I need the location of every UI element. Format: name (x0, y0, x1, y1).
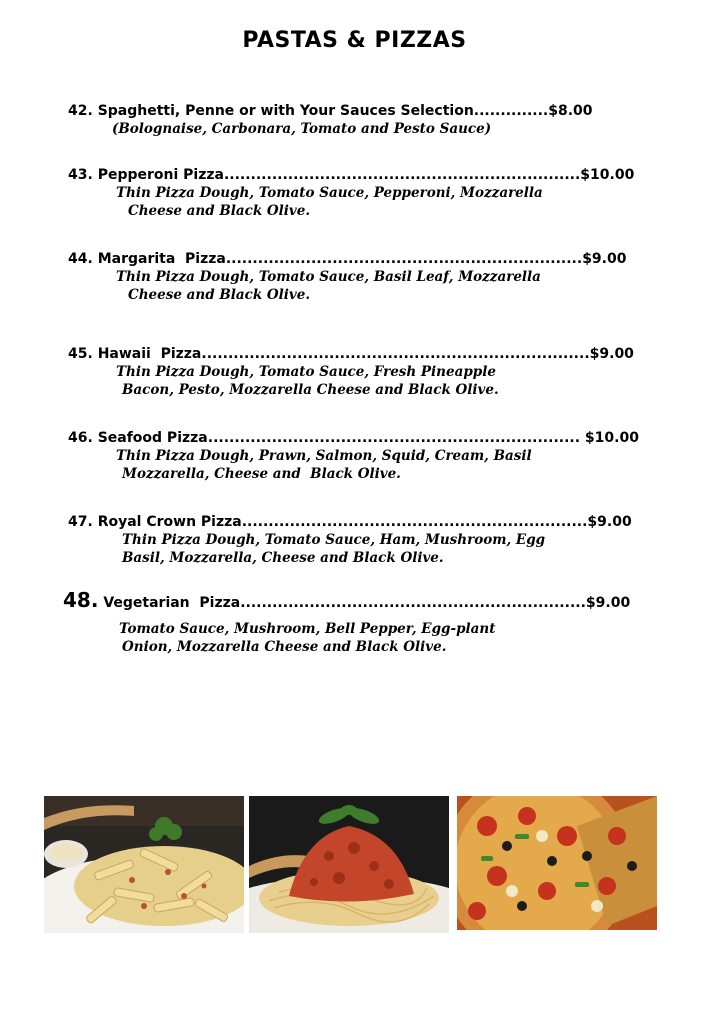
item-price: $9.00 (582, 251, 627, 267)
penne-pasta-photo (44, 796, 244, 933)
item-price: $9.00 (587, 514, 632, 530)
item-leader: ................................................................... (225, 251, 583, 267)
item-leader: .............. (473, 103, 549, 119)
item-name: Pepperoni Pizza (97, 167, 224, 183)
menu-item-heading (68, 250, 626, 268)
item-price: $9.00 (589, 346, 634, 362)
item-description-line: Cheese and Black Olive. (128, 287, 311, 303)
item-leader: ................................................................. (240, 595, 586, 611)
item-name: Margarita Pizza (97, 251, 226, 267)
menu-item-48 (63, 589, 630, 656)
item-description-line: Thin Pizza Dough, Tomato Sauce, Fresh Pineapple (116, 364, 496, 380)
menu-item-44 (68, 250, 626, 304)
item-leader: ......................................................................... (201, 346, 590, 362)
item-description-line: Thin Pizza Dough, Tomato Sauce, Ham, Mushroom, Egg (122, 532, 546, 548)
item-number: 42. (68, 103, 93, 119)
item-name: Vegetarian Pizza (103, 595, 241, 611)
menu-item-43 (68, 166, 634, 220)
item-price: $9.00 (585, 595, 631, 611)
item-name: Hawaii Pizza (97, 346, 202, 362)
page-title: PASTAS & PIZZAS (242, 28, 467, 53)
menu-item-heading (68, 429, 639, 447)
item-number: 44. (68, 251, 93, 267)
menu-item-45 (68, 345, 634, 399)
item-description-line: Basil, Mozzarella, Cheese and Black Olive. (122, 550, 444, 566)
item-price: $10.00 (580, 167, 635, 183)
item-number: 46. (68, 430, 93, 446)
menu-item-heading (68, 102, 593, 120)
menu-item-47 (68, 513, 632, 567)
item-description-line: Thin Pizza Dough, Tomato Sauce, Pepperoni, Mozzarella (116, 185, 543, 201)
item-number: 45. (68, 346, 93, 362)
menu-item-heading (63, 589, 630, 614)
item-name: Royal Crown Pizza (97, 514, 242, 530)
item-name: Seafood Pizza (97, 430, 208, 446)
item-description-line: Tomato Sauce, Mushroom, Bell Pepper, Egg-plant (119, 621, 496, 637)
menu-item-heading (68, 166, 634, 184)
item-description-line: Onion, Mozzarella Cheese and Black Olive. (122, 639, 447, 655)
item-number: 48. (63, 588, 99, 612)
item-description-line: Cheese and Black Olive. (128, 203, 311, 219)
pizza-photo (457, 796, 657, 930)
item-price: $10.00 (580, 430, 639, 446)
spaghetti-bolognese-photo (249, 796, 449, 933)
item-number: 43. (68, 167, 93, 183)
item-leader: ...................................................................... (207, 430, 581, 446)
item-description-line: Mozzarella, Cheese and Black Olive. (122, 466, 401, 482)
menu-item-heading (68, 513, 632, 531)
item-description-line: (Bolognaise, Carbonara, Tomato and Pesto Sauce) (112, 121, 492, 137)
item-description-line: Bacon, Pesto, Mozzarella Cheese and Black Olive. (122, 382, 499, 398)
item-leader: ................................................................. (241, 514, 588, 530)
item-price: $8.00 (548, 103, 593, 119)
menu-item-46 (68, 429, 639, 483)
item-name: Spaghetti, Penne or with Your Sauces Selection (97, 103, 474, 119)
item-description-line: Thin Pizza Dough, Tomato Sauce, Basil Leaf, Mozzarella (116, 269, 541, 285)
menu-item-42 (68, 102, 593, 138)
item-leader: ................................................................... (223, 167, 581, 183)
menu-item-heading (68, 345, 634, 363)
item-number: 47. (68, 514, 93, 530)
item-description-line: Thin Pizza Dough, Prawn, Salmon, Squid, Cream, Basil (116, 448, 532, 464)
